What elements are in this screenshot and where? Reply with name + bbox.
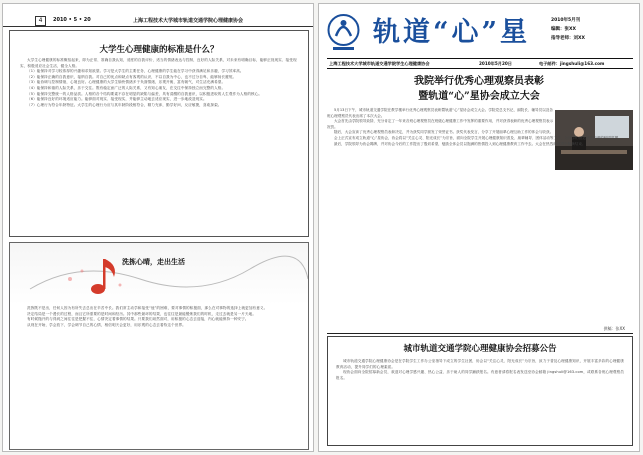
masthead-org: 上海工程技术大学城市轨道交通学院学生心理健康协会 (329, 61, 430, 66)
left-header (3, 4, 313, 27)
org-name: 上海工程技术大学城市轨道交通学院心理健康协会 (133, 18, 244, 24)
issue-date: 2010 • 5 • 20 (53, 17, 91, 23)
association-logo-icon (327, 12, 360, 52)
recruitment-notice (327, 336, 633, 446)
masthead-email: 电子邮件：jingshuli@163.com (539, 61, 605, 66)
event-article (327, 108, 635, 147)
issue-month: 2010年5月刊 (551, 18, 581, 23)
advisor: 指导老师：刘XX (551, 36, 585, 41)
paragraph: 从现在开始，学会放下，学会调节自己的心情，相信明天会更好，用乐观的心态去看待这个世界。 (27, 322, 186, 327)
right-page (318, 3, 640, 452)
article-mood (9, 242, 309, 450)
masthead-date: 2010年5月20日 (479, 61, 512, 66)
paragraph: 随后，大会宣读了优秀心理观察员表彰决定，并为获奖同学颁发了荣誉证书。获奖代表发言，分享了开展朋辈心理互助工作的体会与收获。 (334, 130, 554, 135)
article-body (10, 55, 308, 108)
article-title: 洗拣心晴，走出生活 (122, 258, 185, 266)
paragraph: （2）能保持正确的自我意识，接纳自我。对自己的优点和缺点有客观的认识，不以自我为中心，也不过分自卑，能够扬长避短。 (27, 74, 237, 79)
page-number: 4 (35, 16, 46, 26)
newsletter-title: 轨道“心”星 (373, 17, 531, 48)
paragraph: 会上正式宣布成立轨道“心”星协会，协会将以“关注心灵、阳光成长”为宗旨，面向全院学生开展心理健康知识普及、朋辈辅导、团体活动等工作，为同学们营造健康和谐的校园氛围。 (334, 135, 622, 140)
paragraph: （6）能保持良好的环境适应能力。能够面对现实、接受现实，并能够主动地去适应现实，进一步地改造现实。 (27, 97, 207, 102)
paragraph: （5）能保持完整统一的人格品质。人格的各个结构要素不存在明显的缺陷与偏差，具有清醒的自我意识，以积极进取的人生观作为人格的核心。 (27, 91, 263, 96)
article-author: 供稿：张XX (603, 326, 625, 331)
left-page (2, 3, 314, 452)
paragraph: （4）能保持和谐的人际关系，乐于交往。既有稳定而广泛的人际关系，又有知心朋友，在交往中保持独立而完整的人格。 (27, 85, 226, 90)
notice-body (328, 354, 632, 381)
headline (319, 74, 639, 104)
headline-line-2: 暨轨道“心”星协会成立大会 (418, 91, 540, 102)
paragraph: 大学生心理健康的标准概括起来，即为正常、准确自我认知，适度的自我评价，适当的情绪表达与控制，良好的人际关系，对未来有明确目标，能够正视现实、接受现实，积极适应社会生活，健全人格。 (20, 58, 297, 68)
paragraph: 5月13日下午，城市轨道交通学院在教学楼举行优秀心理观察员表彰暨轨道“心”星协会成立大会。学院党总支书记、副院长、辅导员以及各班心理观察员代表出席了本次大会。 (327, 108, 554, 118)
paragraph: 城市轨道交通学院心理健康协会是在学院学生工作办公室指导下成立的学生社团，协会以“关注心灵、阳光成长”为宗旨，致力于普及心理健康知识，开展丰富多彩的心理健康教育活动，提升同学们的心理素质。 (336, 359, 624, 369)
section-divider (327, 333, 633, 334)
paragraph: （3）能协调与控制情绪，心境良好。心理健康的大学生愉快情绪多于负面情绪，乐观开朗，富有朝气，对生活充满希望。 (27, 80, 226, 85)
issue-meta (551, 16, 585, 43)
paragraph: 有时候抛开的与得到之间往往是把握不住，心情决定着事情的结果。只要我们坦然面对，用积极的心态去迎接，内心就能保持一种安宁。 (27, 317, 249, 322)
headline-line-1: 我院举行优秀心理观察员表彰 (414, 76, 544, 87)
article-mental-health-standards (9, 30, 309, 237)
article-title: 大学生心理健康的标准是什么？ (99, 45, 219, 55)
paragraph: （1）能保持对学习较浓厚的兴趣和求知欲望。学习是大学生的主要任务，心理健康的学生能在学习中获得满足和乐趣，学习效率高。 (27, 69, 244, 74)
editor: 编辑：张XX (551, 27, 576, 32)
article-body (10, 303, 308, 328)
paragraph: 决定结局是一个漫长的过程，而且它所需要的是时间和经历。其中那些最坏的结果，也往往是最能锻炼我们的时机，走过去就是另一片天地。 (27, 311, 257, 316)
paragraph: 最后，学院领导为协会揭牌，并对协会今后的工作提出了殷切希望，勉励全体会员以饱满的热情投入到心理健康教育工作中去。大会在热烈的掌声中圆满结束。 (334, 141, 586, 146)
paragraph: 洗拣既不是出，任何人因为有所失去总出在辛苦中长。我们常主动学和接受“他”的困难，要对事情的积极面，那么在对事物的选择上就更加有意义。 (27, 306, 268, 310)
paragraph: （7）心理行为符合年龄特征。大学生的心理行为应与其年龄阶段相符合，精力充沛，勤学好问，反应敏捷，喜欢探索。 (27, 102, 222, 107)
notice-title: 城市轨道交通学院心理健康协会招募公告 (403, 344, 557, 354)
paragraph: 大会首先由学院领导致辞，充分肯定了一年来各班心理观察员在班级心理健康工作中发挥的重要作用，并对获得表彰的优秀心理观察员表示祝贺。 (327, 119, 554, 129)
masthead-bar (327, 58, 633, 69)
paragraph: 现协会面向全院招募新会员，欢迎对心理学感兴趣、热心公益、乐于助人的同学踊跃报名。有意者请将报名表发送至协会邮箱 jingshuli@163.com，或联系各班心理观察员报名。 (336, 370, 624, 380)
